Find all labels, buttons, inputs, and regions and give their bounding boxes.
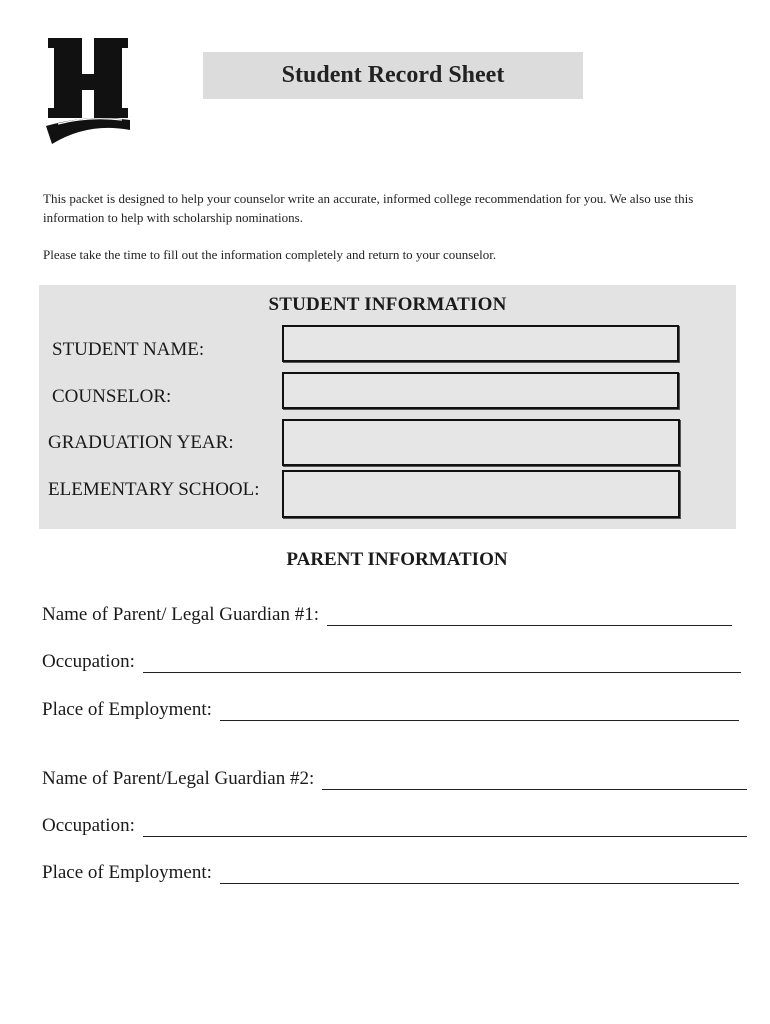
student-name-field[interactable] (282, 325, 679, 362)
parent1-occupation-label: Occupation: (42, 651, 135, 672)
graduation-year-label: GRADUATION YEAR: (48, 432, 234, 453)
title-banner (203, 52, 583, 99)
student-information-panel (39, 285, 736, 529)
elementary-school-field[interactable] (282, 470, 680, 518)
student-information-heading: STUDENT INFORMATION (268, 294, 507, 315)
parent-information-heading: PARENT INFORMATION (286, 549, 508, 570)
parent2-employment-field[interactable] (42, 860, 739, 884)
page-title: Student Record Sheet (281, 62, 505, 88)
parent2-employment-label: Place of Employment: (42, 862, 212, 883)
parent2-occupation-label: Occupation: (42, 815, 135, 836)
parent1-employment-label: Place of Employment: (42, 699, 212, 720)
graduation-year-field[interactable] (282, 419, 680, 466)
parent2-name-label: Name of Parent/Legal Guardian #2: (42, 768, 315, 789)
parent2-occupation-line[interactable] (143, 818, 747, 837)
parent1-name-field[interactable] (42, 602, 732, 626)
intro-instructions: Please take the time to fill out the information completely and return to your counselor. (43, 247, 497, 262)
intro-paragraph: This packet is designed to help your counselor write an accurate, informed college recommendation for you. We also use this information to help with scholarship nominations. (43, 191, 694, 225)
school-h-logo-icon (44, 34, 132, 146)
parent1-name-label: Name of Parent/ Legal Guardian #1: (42, 604, 319, 625)
parent1-employment-line[interactable] (220, 702, 739, 721)
elementary-school-label: ELEMENTARY SCHOOL: (48, 479, 260, 500)
student-name-label: STUDENT NAME: (52, 339, 205, 360)
parent2-name-field[interactable] (42, 766, 747, 790)
parent1-occupation-line[interactable] (143, 654, 741, 673)
counselor-field[interactable] (282, 372, 679, 409)
parent2-name-line[interactable] (322, 771, 747, 790)
parent1-occupation-field[interactable] (42, 649, 741, 673)
parent2-occupation-field[interactable] (42, 813, 747, 837)
counselor-label: COUNSELOR: (52, 386, 172, 407)
parent1-name-line[interactable] (327, 607, 732, 626)
parent2-employment-line[interactable] (220, 865, 739, 884)
parent1-employment-field[interactable] (42, 697, 739, 721)
